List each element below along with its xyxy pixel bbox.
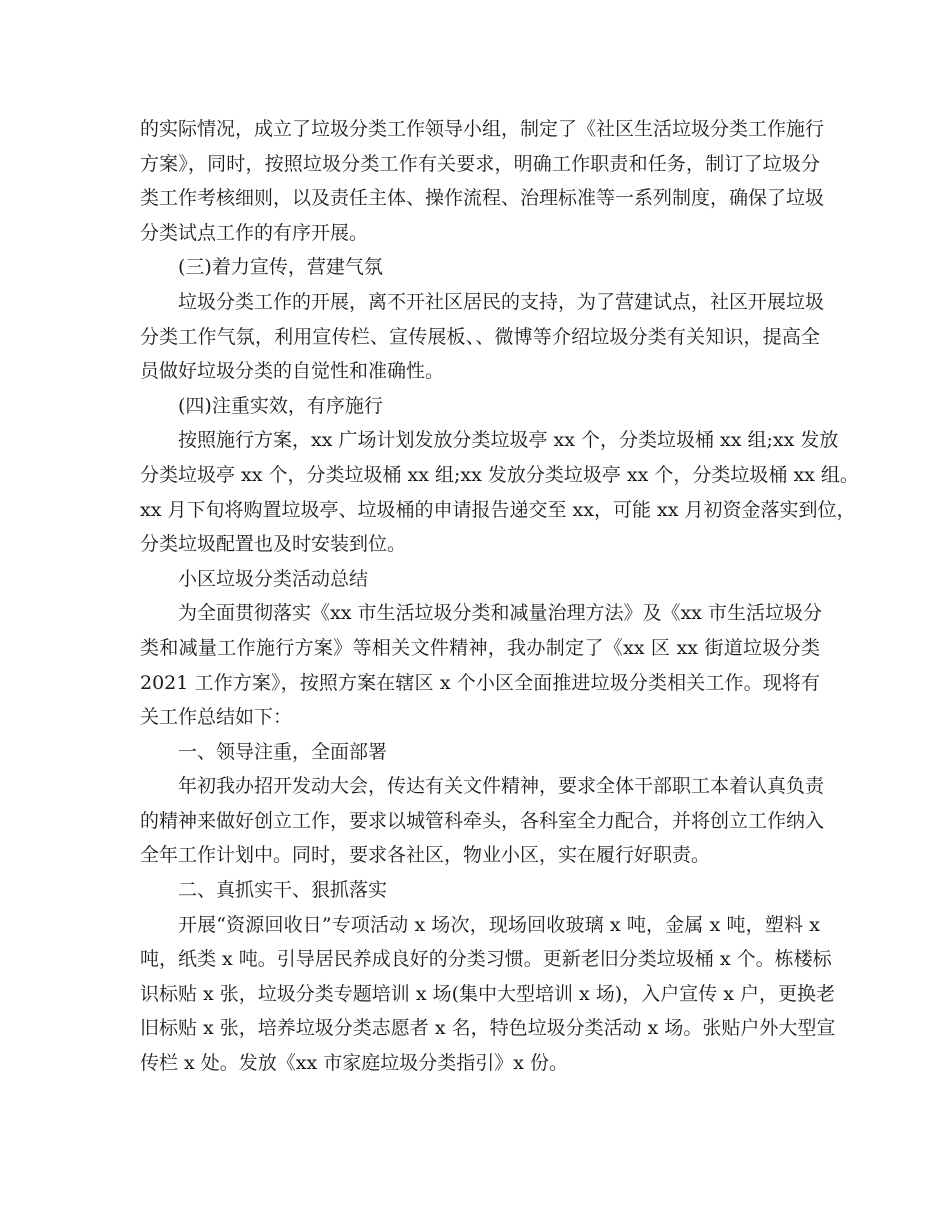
text-line: 的精神来做好创立工作，要求以城管科牵头，各科室全力配合，并将创立工作纳入 <box>140 809 825 832</box>
text-line: 二、真抓实干、狠抓落实 <box>178 879 388 902</box>
section-heading <box>140 873 820 908</box>
text-line: 全年工作计划中。同时，要求各社区，物业小区，实在履行好职责。 <box>140 844 711 867</box>
text-line: 类工作考核细则，以及责任主体、操作流程、治理标准等一系列制度，确保了垃圾 <box>140 187 825 210</box>
text-line: 分类工作气氛，利用宣传栏、宣传展板、、微博等介绍垃圾分类有关知识，提高全 <box>140 325 820 348</box>
text-line: 为全面贯彻落实《xx 市生活垃圾分类和减量治理方法》及《xx 市生活垃圾分 <box>178 602 822 625</box>
text-line: 垃圾分类工作的开展，离不开社区居民的支持，为了营建试点，社区开展垃圾 <box>178 290 825 313</box>
section-heading <box>140 735 820 770</box>
paragraph <box>140 112 825 250</box>
text-line: 小区垃圾分类活动总结 <box>178 567 369 590</box>
text-line: 一、领导注重，全面部署 <box>178 740 388 763</box>
text-line: (四)注重实效，有序施行 <box>178 394 383 417</box>
section-heading <box>140 389 820 424</box>
text-line: 的实际情况，成立了垃圾分类工作领导小组，制定了《社区生活垃圾分类工作施行 <box>140 118 825 140</box>
text-line: 开展“资源回收日”专项活动 x 场次，现场回收玻璃 x 吨，金属 x 吨，塑料 x <box>178 913 820 936</box>
text-line: 分类试点工作的有序开展。 <box>140 221 369 244</box>
text-line: 分类垃圾配置也及时安装到位。 <box>140 533 407 556</box>
text-line: (三)着力宣传，营建气氛 <box>178 256 383 279</box>
text-line: 关工作总结如下： <box>140 706 293 729</box>
section-heading <box>140 562 820 597</box>
paragraph <box>140 596 820 734</box>
text-line: 方案》，同时，按照垃圾分类工作有关要求，明确工作职责和任务，制订了垃圾分 <box>140 152 820 175</box>
text-line: 2021 工作方案》，按照方案在辖区 x 个小区全面推进垃圾分类相关工作。现将有 <box>140 671 820 694</box>
text-line: 类和减量工作施行方案》等相关文件精神，我办制定了《xx 区 xx 街道垃圾分类 <box>140 636 820 659</box>
text-line: 旧标贴 x 张，培养垃圾分类志愿者 x 名，特色垃圾分类活动 x 场。张贴户外大型宣 <box>140 1017 836 1040</box>
text-line: 按照施行方案，xx 广场计划发放分类垃圾亭 xx 个，分类垃圾桶 xx 组;xx 发放 <box>178 429 839 452</box>
text-line: 吨，纸类 x 吨。引导居民养成良好的分类习惯。更新老旧分类垃圾桶 x 个。栋楼标 <box>140 948 832 971</box>
paragraph <box>140 423 859 561</box>
text-line: xx 月下旬将购置垃圾亭、垃圾桶的申请报告递交至 xx，可能 xx 月初资金落实到位， <box>140 498 856 521</box>
paragraph <box>140 908 836 1081</box>
text-line: 传栏 x 处。发放《xx 市家庭垃圾分类指引》x 份。 <box>140 1052 569 1075</box>
paragraph <box>140 769 825 873</box>
text-line: 年初我办招开发动大会，传达有关文件精神，要求全体干部职工本着认真负责 <box>178 775 825 798</box>
paragraph <box>140 285 825 389</box>
text-line: 员做好垃圾分类的自觉性和准确性。 <box>140 360 445 383</box>
text-line: 分类垃圾亭 xx 个，分类垃圾桶 xx 组;xx 发放分类垃圾亭 xx 个，分类垃圾桶 xx 组。 <box>140 463 859 486</box>
section-heading <box>140 250 820 285</box>
text-line: 识标贴 x 张，垃圾分类专题培训 x 场(集中大型培训 x 场)，入户宣传 x 户，更换老 <box>140 982 836 1005</box>
